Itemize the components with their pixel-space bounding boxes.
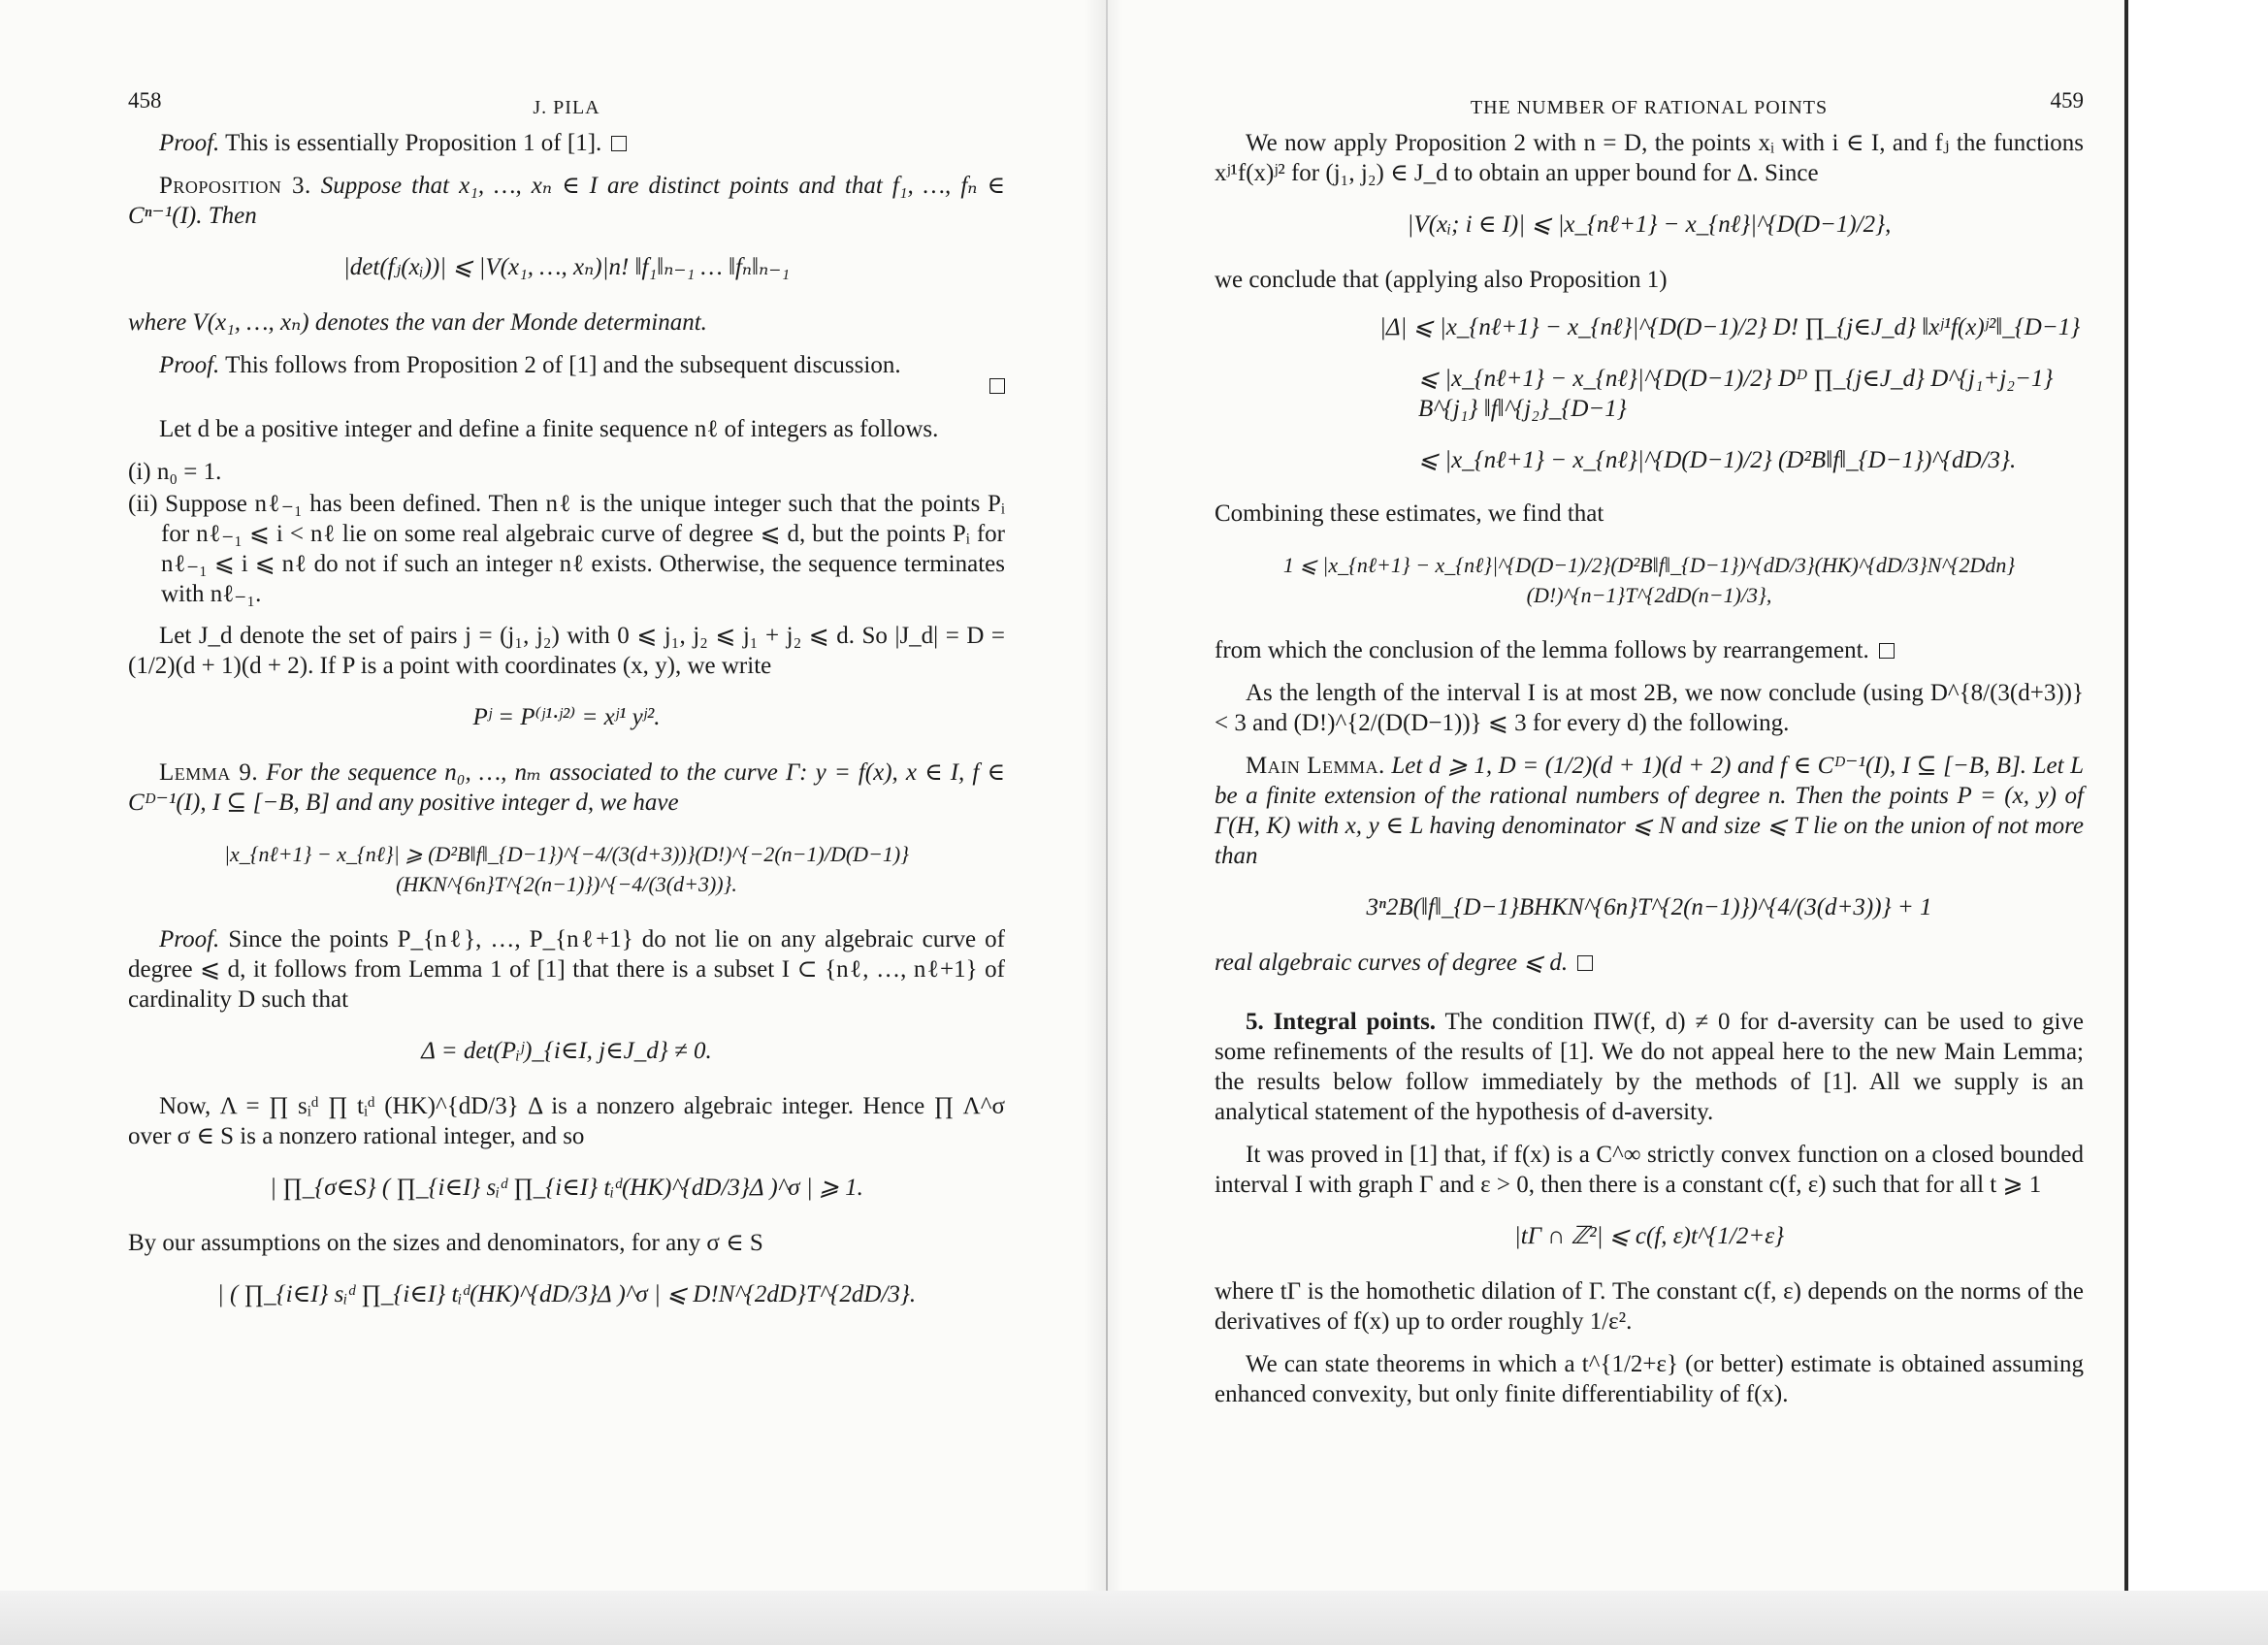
equation-group — [1215, 312, 2084, 475]
running-head: J. PILA — [533, 97, 600, 118]
text-paragraph: Now, Λ = ∏ sᵢᵈ ∏ tᵢᵈ (HK)^{dD/3} Δ is a nonzero algebraic integer. Hence ∏ Λ^σ over σ ∈ S is a nonzero rational integer, and so — [128, 1093, 1005, 1149]
text-paragraph: we conclude that (applying also Proposition 1) — [1215, 267, 1668, 293]
scan-margin — [2128, 0, 2268, 1645]
text-paragraph: where tΓ is the homothetic dilation of Γ. The constant c(f, ε) depends on the norms of the derivatives of f(x) up to order roughly 1/ε². — [1215, 1278, 2084, 1335]
running-head: THE NUMBER OF RATIONAL POINTS — [1470, 97, 1829, 118]
text-paragraph: Let d be a positive integer and define a finite sequence nℓ of integers as follows. — [159, 416, 939, 442]
equation: 3ⁿ2B(‖f‖_{D−1}BHKN^{6n}T^{2(n−1)})^{4/(3(d+3))} + 1 — [1366, 894, 1932, 920]
left-header — [128, 85, 1005, 128]
equation: |Δ| ⩽ |x_{nℓ+1} − x_{nℓ}|^{D(D−1)/2} D! ∏_{j∈J_d} ‖xʲ¹f(x)ʲ²‖_{D−1} — [1379, 314, 2081, 340]
proof-paragraph: Proof. This follows from Proposition 2 of [1] and the subsequent discussion. — [159, 352, 901, 378]
text-paragraph: As the length of the interval I is at most 2B, we now conclude (using D^{8/(3(d+3))} < 3 and (D!)^{2/(D(D−1))} ⩽ 3 for every d) the following. — [1215, 680, 2084, 736]
gutter-shadow — [1085, 0, 1123, 1645]
text-paragraph: We now apply Proposition 2 with n = D, the points xᵢ with i ∈ I, and fⱼ the functions xʲ¹f(x)ʲ² for (j₁, j₂) ∈ J_d to obtain an upper bound for Δ. Since — [1215, 130, 2084, 186]
equation: 1 ⩽ |x_{nℓ+1} − x_{nℓ}|^{D(D−1)/2}(D²B‖f‖_{D−1})^{dD/3}(HK)^{dD/3}N^{2Ddn}(D!)^{n−1}T^{2dD(n−1)/3}, — [1282, 553, 2016, 607]
equation: | ( ∏_{i∈I} sᵢᵈ ∏_{i∈I} tᵢᵈ(HK)^{dD/3}Δ )^σ | ⩽ D!N^{2dD}T^{2dD/3}. — [216, 1281, 917, 1307]
list-item: (i) n₀ = 1. — [128, 459, 222, 485]
equation: | ∏_{σ∈S} ( ∏_{i∈I} sᵢᵈ ∏_{i∈I} tᵢᵈ(HK)^{dD/3}Δ )^σ | ⩾ 1. — [270, 1175, 863, 1201]
book-gutter — [1106, 0, 1108, 1645]
equation: Pʲ = P⁽ʲ¹·ʲ²⁾ = xʲ¹ yʲ². — [472, 704, 661, 730]
proof-paragraph: Proof. Since the points P_{nℓ}, …, P_{nℓ+1} do not lie on any algebraic curve of degree ⩽ d, it follows from Lemma 1 of [1] that there is a subset I ⊂ {nℓ, …, nℓ+1} of cardinality D such that — [128, 926, 1005, 1013]
left-page-content — [128, 85, 1005, 1335]
equation: Δ = det(Pᵢʲ)_{i∈I, j∈J_d} ≠ 0. — [421, 1038, 712, 1064]
text-paragraph: It was proved in [1] that, if f(x) is a C^∞ strictly convex function on a closed bounded interval I with graph Γ and ε > 0, then there is a constant c(f, ε) such that for all t ⩾ 1 — [1215, 1142, 2084, 1198]
right-page-content — [1215, 85, 2084, 1422]
main-lemma-paragraph: Main Lemma. Let d ⩾ 1, D = (1/2)(d + 1)(d + 2) and f ∈ Cᴰ⁻¹(I), I ⊆ [−B, B]. Let L be a finite extension of the rational numbers of degree n. Then the points P = (x, y) of Γ(H, K) with x, y ∈ L having denominator ⩽ N and size ⩽ T lie on the union of not more than — [1215, 753, 2084, 869]
proposition-paragraph: Proposition 3. Suppose that x₁, …, xₙ ∈ I are distinct points and that f₁, …, fₙ ∈ Cⁿ⁻¹(I). Then — [128, 173, 1005, 229]
equation: |tΓ ∩ ℤ²| ⩽ c(f, ε)t^{1/2+ε} — [1513, 1223, 1785, 1249]
lemma-paragraph: Lemma 9. For the sequence n₀, …, nₘ associated to the curve Γ: y = f(x), x ∈ I, f ∈ Cᴰ⁻¹(I), I ⊆ [−B, B] and any positive integer d, we have — [128, 759, 1006, 816]
equation: ⩽ |x_{nℓ+1} − x_{nℓ}|^{D(D−1)/2} (D²B‖f‖_{D−1})^{dD/3}. — [1418, 447, 2017, 473]
qed-icon — [611, 136, 627, 151]
text-paragraph: By our assumptions on the sizes and denominators, for any σ ∈ S — [128, 1230, 763, 1256]
equation: |det(fⱼ(xᵢ))| ⩽ |V(x₁, …, xₙ)|n! ‖f₁‖ₙ₋₁ … ‖fₙ‖ₙ₋₁ — [342, 254, 791, 280]
right-header — [1215, 85, 2084, 128]
qed-icon — [1879, 643, 1895, 659]
qed-icon — [1577, 955, 1593, 971]
list-item: (ii) Suppose nℓ₋₁ has been defined. Then nℓ is the unique integer such that the points Pᵢ for nℓ₋₁ ⩽ i < nℓ lie on some real algebraic curve of degree ⩽ d, but the points Pᵢ for nℓ₋₁ ⩽ i ⩽ nℓ do not if such an integer nℓ exists. Otherwise, the sequence terminates with nℓ₋₁. — [128, 491, 1005, 607]
definition-list — [128, 457, 1005, 609]
text-paragraph: Combining these estimates, we find that — [1215, 500, 1604, 527]
section-paragraph: 5. Integral points. The condition ΠW(f, d) ≠ 0 for d-aversity can be used to give some refinements of the results of [1]. We do not appeal here to the new Main Lemma; the results below follow immediately by the methods of [1]. All we supply is an analytical statement of the hypothesis of d-aversity. — [1215, 1009, 2084, 1125]
text-paragraph: from which the conclusion of the lemma follows by rearrangement. — [1215, 635, 2084, 665]
proof-paragraph: Proof. This is essentially Proposition 1 of [1]. — [128, 128, 1005, 158]
equation: |V(xᵢ; i ∈ I)| ⩽ |x_{nℓ+1} − x_{nℓ}|^{D(D−1)/2}, — [1407, 211, 1892, 238]
text-paragraph: real algebraic curves of degree ⩽ d. — [1215, 948, 2084, 978]
equation: |x_{nℓ+1} − x_{nℓ}| ⩾ (D²B‖f‖_{D−1})^{−4/(3(d+3))}(D!)^{−2(n−1)/D(D−1)}(HKN^{6n}T^{2(n−1)})^{−4/(3(d+3))}. — [223, 842, 910, 896]
section-heading: 5. Integral points. — [1246, 1009, 1437, 1035]
page-number: 459 — [2050, 88, 2084, 113]
equation: ⩽ |x_{nℓ+1} − x_{nℓ}|^{D(D−1)/2} Dᴰ ∏_{j∈J_d} D^{j₁+j₂−1} B^{j₁} ‖f‖^{j₂}_{D−1} — [1418, 366, 2054, 422]
text-paragraph: Let J_d denote the set of pairs j = (j₁, j₂) with 0 ⩽ j₁, j₂ ⩽ j₁ + j₂ ⩽ d. So |J_d| = D = (1/2)(d + 1)(d + 2). If P is a point with coordinates (x, y), we write — [128, 623, 1005, 679]
page-number: 458 — [128, 88, 162, 113]
scan-bottom-band — [0, 1591, 2268, 1645]
text-paragraph: We can state theorems in which a t^{1/2+ε} (or better) estimate is obtained assuming enhanced convexity, but only finite differentiability of f(x). — [1215, 1351, 2084, 1407]
qed-icon — [989, 378, 1005, 394]
text-paragraph: where V(x₁, …, xₙ) denotes the van der Monde determinant. — [128, 309, 707, 336]
